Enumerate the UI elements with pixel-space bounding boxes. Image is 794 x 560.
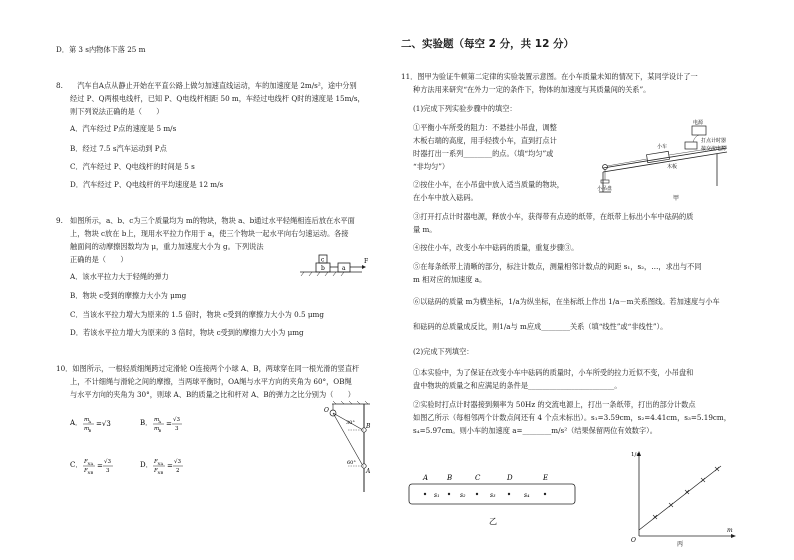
tape-gap-2: s₂ — [460, 492, 466, 499]
svg-text:=: = — [167, 462, 173, 470]
svg-text:m: m — [84, 426, 90, 432]
q10-stem-2: 上，不计细绳与滑轮之间的摩擦，当两球平衡时，OA绳与水平方向的夹角为 60°，OB绳 — [70, 377, 352, 386]
q9-stem-3: 触面间的动摩擦因数均为 μ，重力加速度大小为 g。下列说法 — [70, 242, 264, 251]
q9-option-d: D．若该水平拉力增大为原来的 3 倍时，物块 c受到的摩擦力大小为 μmg — [70, 328, 304, 337]
q11-step1-b: 木板右端的高度，用手轻拨小车，直到打点计 — [413, 136, 557, 145]
q11-step1-d: “非均匀”） — [413, 162, 450, 171]
q11-task1-b: 盘中物块的质量之和应满足的条件是________________________。 — [413, 381, 622, 390]
q8-option-d: D．汽车经过 P、Q电线杆的平均速度是 12 m/s — [70, 180, 224, 189]
q11-step5-b: m 相对应的加速度 a。 — [413, 275, 487, 284]
svg-text:m: m — [154, 417, 160, 423]
q11-label-timer: 打点计时器 — [701, 138, 727, 144]
svg-text:=: = — [97, 462, 103, 470]
q11-figure-caption-bing: 丙 — [677, 541, 684, 548]
q9-option-c: C．当该水平拉力增大为原来的 1.5 倍时，物块 c受到的摩擦力大小为 0.5 μmg — [70, 310, 324, 319]
q9-stem-4: 正确的是（ ） — [70, 255, 128, 264]
q11-step6-b: 和砝码的总质量成反比，则1/a与 m应成________关系（填“线性”或“非线性”）。 — [413, 322, 668, 331]
svg-text:NA: NA — [157, 462, 164, 466]
tape-gap-4: s₄ — [524, 492, 530, 499]
q9-stem-2: 上，物块 c放在 b上，现用水平拉力作用于 a，使三个物块一起水平向右匀速运动。各接 — [70, 229, 349, 238]
tape-gap-3: s₃ — [490, 492, 496, 499]
svg-text:3: 3 — [106, 468, 110, 474]
svg-text:m: m — [84, 417, 90, 423]
q11-graph-y-label: 1/a — [631, 452, 640, 458]
q8-stem-2: 经过 P、Q两根电线杆，已知 P、Q电线杆相距 50 m，车经过电线杆 Q时的速度是 15m/s， — [70, 94, 365, 103]
q11-step5-a: ⑤在每条纸带上清晰的部分，标注计数点，测量相邻计数点的间距 s₁，s₂，…，求出与不同 — [413, 262, 702, 271]
q10-label-B: B — [366, 423, 371, 430]
q10-option-b — [140, 412, 200, 434]
svg-text:NA: NA — [87, 462, 94, 466]
q10-option-a — [70, 412, 130, 434]
svg-text:3: 3 — [175, 426, 179, 432]
q9-label-F: F — [364, 258, 369, 265]
q9-label-a: a — [342, 265, 346, 272]
q11-step2-a: ②按住小车，在小吊盘中放入适当质量的物块， — [413, 180, 564, 189]
q11-graph-origin: O — [631, 537, 636, 544]
q11-label-car: 小车 — [657, 144, 668, 150]
tape-point-label-C: C — [475, 474, 481, 482]
svg-text:B．: B． — [140, 419, 153, 427]
tape-point-C — [476, 493, 478, 495]
q8-stem-3: 则下列说法正确的是（ ） — [70, 107, 164, 116]
q10-label-A: A — [366, 468, 371, 475]
q8-stem-1: 8. 汽车自A点从静止开始在平直公路上做匀加速直线运动，车的加速度是 2m/s²，途中分别 — [56, 81, 357, 90]
svg-text:F: F — [154, 468, 158, 474]
svg-text:C．: C． — [70, 461, 83, 469]
q11-stem-1: 11．图甲为验证牛顿第二定律的实验装置示意图。在小车质量未知的情况下，某同学设计了一 — [401, 72, 698, 81]
q11-tape-figure — [405, 470, 585, 528]
q11-step3-a: ③打开打点计时器电源，释放小车，获得带有点迹的纸带，在纸带上标出小车中砝码的质 — [413, 212, 694, 221]
svg-text:=√3: =√3 — [96, 420, 111, 428]
q11-apparatus-figure — [597, 120, 732, 202]
svg-text:F: F — [84, 459, 88, 465]
q10-option-c — [70, 454, 130, 476]
q11-label-board: 木板 — [667, 164, 678, 170]
q10-pulley-figure — [302, 400, 374, 495]
q11-part2-title: (2)完成下列填空： — [413, 347, 474, 356]
svg-text:2: 2 — [176, 468, 180, 474]
q10-stem-1: 10．如图所示，一根轻质细绳跨过定滑轮 O连接两个小球 A、B，两球穿在同一根光滑的竖直杆 — [56, 364, 360, 373]
tape-point-label-E: E — [543, 474, 549, 482]
q10-angle-60: 60° — [347, 460, 356, 466]
q11-step4: ④按住小车，改变小车中砝码的质量，重复步骤③。 — [413, 243, 579, 252]
svg-text:B: B — [158, 429, 162, 433]
q11-graph-figure — [629, 448, 739, 548]
q11-task2-b: 如图乙所示（每相邻两个计数点间还有 4 个点未标出）。s₁=3.59cm，s₂=4.41cm，s₃=5.19cm， — [413, 413, 731, 422]
tape-point-label-B: B — [447, 474, 453, 482]
q8-option-a: A．汽车经过 P点的速度是 5 m/s — [70, 124, 177, 133]
svg-text:m: m — [154, 426, 160, 432]
svg-text:√3: √3 — [173, 417, 181, 423]
q9-blocks-figure — [300, 248, 370, 278]
q11-part1-title: (1)完成下列实验步骤中的填空： — [413, 104, 517, 113]
svg-text:A: A — [158, 420, 162, 424]
q10-option-d — [140, 454, 200, 476]
q9-option-a: A．该水平拉力大于轻绳的弹力 — [70, 272, 169, 281]
q11-step1-c: 时器打出一系列________的点。（填“均匀”或 — [413, 149, 554, 158]
q11-task2-c: s₄=5.97cm。则小车的加速度 a=________m/s²（结果保留两位有效数字）。 — [413, 426, 657, 435]
q8-option-c: C．汽车经过 P、Q电线杆的时间是 5 s — [70, 162, 195, 171]
q11-label-pan: 小吊盘 — [597, 186, 613, 192]
q11-step3-b: 量 m。 — [413, 225, 437, 234]
q11-step2-b: 在小车中放入砝码。 — [413, 193, 478, 202]
tape-point-D — [508, 493, 510, 495]
q11-figure-caption-jia: 甲 — [673, 195, 680, 202]
svg-text:B: B — [88, 429, 92, 433]
q11-label-power: 电源 — [693, 120, 704, 126]
svg-text:D．: D． — [140, 461, 153, 469]
tape-point-B — [448, 493, 450, 495]
tape-point-A — [424, 493, 426, 495]
q9-option-b: B．物块 c受到的摩擦力大小为 μmg — [70, 291, 187, 300]
q11-label-cable: 接交流电源 — [701, 146, 727, 152]
svg-text:F: F — [154, 459, 158, 465]
q9-label-c: c — [321, 256, 325, 264]
svg-text:F: F — [84, 468, 88, 474]
q11-step6-a: ⑥以砝码的质量 m为横坐标，1/a为纵坐标，在坐标纸上作出 1/a－m关系图线。若加速度与小车 — [413, 297, 720, 306]
svg-text:=: = — [166, 420, 172, 428]
tape-point-label-D: D — [507, 474, 513, 482]
q11-figure-caption-yi: 乙 — [489, 517, 497, 526]
q11-stem-2: 种方法用来研究“在外力一定的条件下，物体的加速度与其质量间的关系”。 — [413, 85, 651, 94]
svg-text:A．: A． — [70, 419, 83, 427]
q10-label-O: O — [324, 407, 329, 414]
q9-stem-1: 9. 如图所示，a、b、c为三个质量均为 m的物块，物块 a、b通过水平轻绳相连后放在水平面 — [56, 216, 355, 225]
tape-point-label-A: A — [423, 474, 429, 482]
q11-step1-a: ①平衡小车所受的阻力：不悬挂小吊盘，调整 — [413, 123, 557, 132]
svg-text:NB: NB — [157, 471, 164, 475]
q11-graph-x-label: m — [727, 527, 733, 534]
q10-stem-3: 与水平方向的夹角为 30°，则球 A、B的质量之比和杆对 A、B的弹力之比分别为（ ） — [70, 390, 355, 399]
svg-text:NB: NB — [87, 471, 94, 475]
svg-text:A: A — [88, 420, 92, 424]
svg-text:√3: √3 — [104, 459, 112, 465]
section-title-experiment: 二、实验题（每空 2 分，共 12 分） — [401, 38, 575, 50]
q11-task2-a: ②实验时打点计时器接到频率为 50Hz 的交流电源上，打出一条纸带，打出的部分计数点 — [413, 400, 696, 409]
q8-option-b: B．经过 7.5 s汽车运动到 P点 — [70, 144, 167, 153]
q7-option-d: D．第 3 s内物体下落 25 m — [56, 45, 146, 54]
svg-text:√3: √3 — [174, 459, 182, 465]
tape-gap-1: s₁ — [434, 492, 440, 499]
q11-task1-a: ①本实验中，为了保证在改变小车中砝码的质量时，小车所受的拉力近似不变，小吊盘和 — [413, 368, 694, 377]
tape-point-E — [544, 493, 546, 495]
q9-label-b: b — [321, 265, 325, 272]
q10-angle-30: 30° — [346, 420, 355, 426]
